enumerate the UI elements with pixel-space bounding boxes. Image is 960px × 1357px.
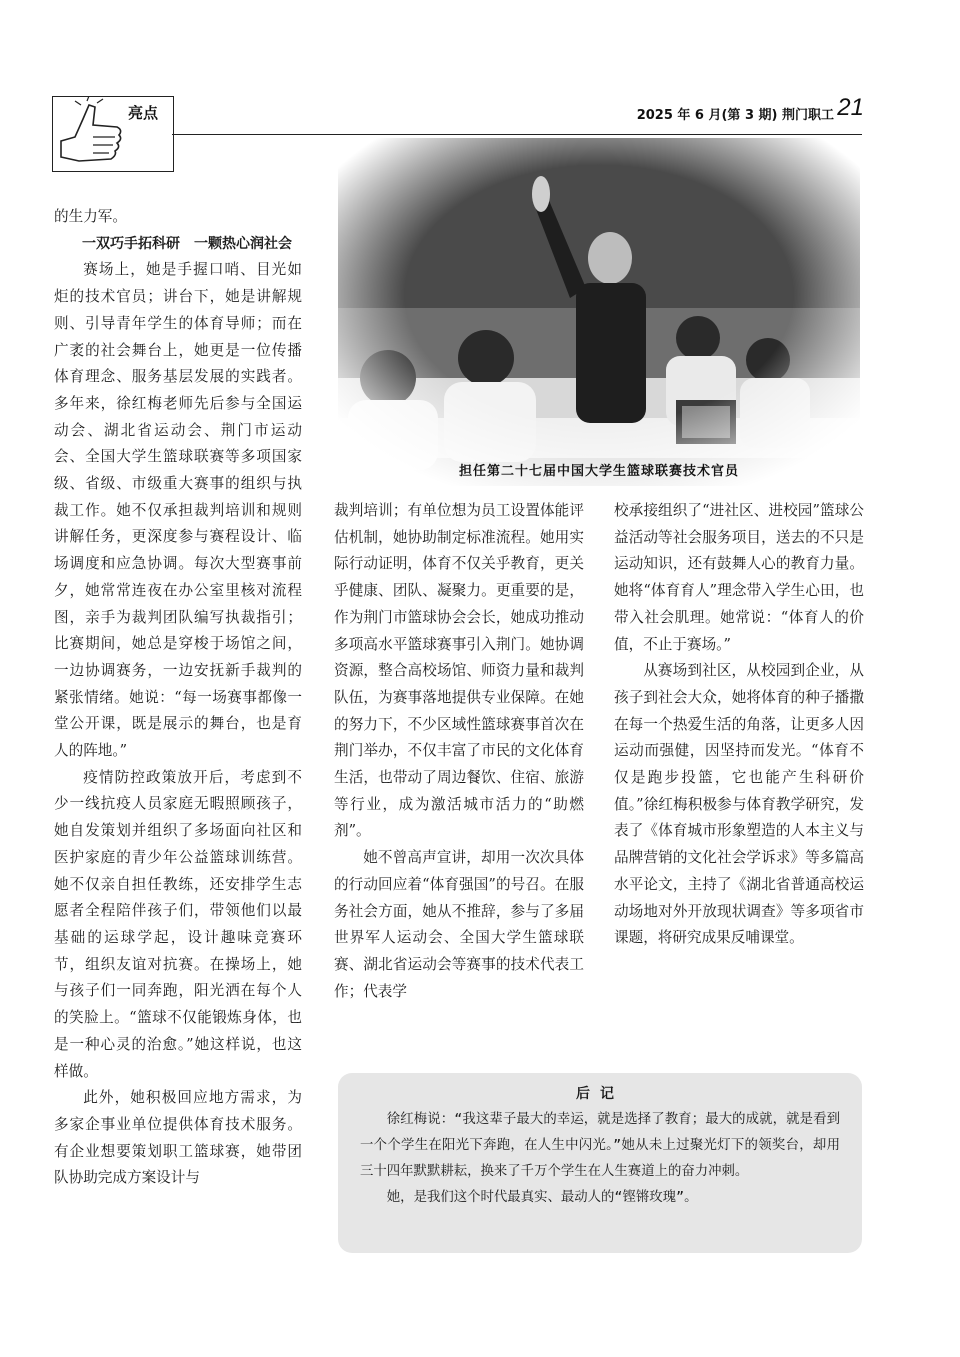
- paragraph: 裁判培训；有单位想为员工设置体能评估机制，她协助制定标准流程。她用实际行动证明，体育不仅关乎教育，更关乎健康、团队、凝聚力。更重要的是，作为荆门市篮球协会会长，她成功推动多项高水平篮球赛事引入荆门。她协调资源，整合高校场馆、师资力量和裁判队伍，为赛事落地提供专业保障。在她的努力下，不少区域性篮球赛事首次在荆门举办，不仅丰富了市民的文化体育生活，也带动了周边餐饮、住宿、旅游等行业，成为激活城市活力的“助燃剂”。: [334, 502, 584, 840]
- header-rule: [172, 134, 862, 135]
- page-number: 21: [837, 94, 864, 121]
- afterword-box: [338, 1073, 862, 1253]
- paragraph: 她不曾高声宣讲，却用一次次具体的行动回应着“体育强国”的号召。在服务社会方面，她从不推辞，参与了多届世界军人运动会、全国大学生篮球联赛、湖北省运动会等赛事的技术代表工作；代表学: [334, 849, 584, 1000]
- article-column-1: [54, 204, 302, 1192]
- article-column-2: [334, 498, 584, 1005]
- afterword-paragraph: 徐红梅说：“我这辈子最大的幸运，就是选择了教育；最大的成就，就是看到一个个学生在阳光下奔跑，在人生中闪光。”她从未上过聚光灯下的领奖台，却用三十四年默默耕耘，换来了千万个学生在人生赛道上的奋力冲刺。: [360, 1112, 840, 1179]
- paragraph: 的生力军。: [54, 208, 127, 225]
- afterword-paragraph: 她，是我们这个时代最真实、最动人的“铿锵玫瑰”。: [386, 1190, 698, 1205]
- paragraph: 赛场上，她是手握口哨、目光如炬的技术官员；讲台下，她是讲解规则、引导青年学生的体育导师；而在广袤的社会舞台上，她更是一位传播体育理念、服务基层发展的实践者。多年来，徐红梅老师先后参与全国运动会、湖北省运动会、荆门市运动会、全国大学生篮球联赛等多项国家级、省级、市级重大赛事的组织与执裁工作。她不仅承担裁判培训和规则讲解任务，更深度参与赛程设计、临场调度和应急协调。每次大型赛事前夕，她常常连夜在办公室里核对流程图，亲手为裁判团队编写执裁指引；比赛期间，她总是穿梭于场馆之间，一边协调赛务，一边安抚新手裁判的紧张情绪。她说：“每一场赛事都像一堂公开课，既是展示的舞台，也是育人的阵地。”: [54, 261, 302, 760]
- paragraph: 疫情防控政策放开后，考虑到不少一线抗疫人员家庭无暇照顾孩子，她自发策划并组织了多场面向社区和医护家庭的青少年公益篮球训练营。她不仅亲自担任教练，还安排学生志愿者全程陪伴孩子们，带领他们以最基础的运球学起，设计趣味竞赛环节，组织友谊对抗赛。在操场上，她与孩子们一同奔跑，阳光洒在每个人的笑脸上。“篮球不仅能锻炼身体，也是一种心灵的治愈。”她这样说，也这样做。: [54, 768, 302, 1080]
- article-column-3: [614, 498, 864, 952]
- paragraph: 校承接组织了“进社区、进校园”篮球公益活动等社会服务项目，送去的不只是运动知识，还有鼓舞人心的教育力量。她将“体育育人”理念带入学生心田，也带入社会肌理。她常说：“体育人的价值，不止于赛场。”: [614, 502, 864, 653]
- section-subheading: 一双巧手拓科研 一颗热心润社会: [82, 235, 292, 252]
- feature-photo: [338, 138, 860, 486]
- paragraph: 从赛场到社区，从校园到企业，从孩子到社会大众，她将体育的种子播撒在每一个热爱生活的角落，让更多人因运动而强健，因坚持而发光。“体育不仅是跑步投篮，它也能产生科研价值。”徐红梅积极参与体育教学研究，发表了《体育城市形象塑造的人本主义与品牌营销的文化社会学诉求》等多篇高水平论文，主持了《湖北省普通高校运动场地对外开放现状调查》等多项省市课题，将研究成果反哺课堂。: [614, 662, 864, 947]
- paragraph: 此外，她积极回应地方需求，为多家企事业单位提供体育技术服务。有企业想要策划职工篮球赛，她带团队协助完成方案设计与: [54, 1089, 302, 1187]
- afterword-title: 后记: [576, 1086, 624, 1102]
- photo-caption: 担任第二十七届中国大学生篮球联赛技术官员: [458, 464, 739, 479]
- section-label: 亮点: [128, 104, 159, 122]
- issue-info: 2025 年 6 月(第 3 期) 荆门职工: [636, 108, 834, 123]
